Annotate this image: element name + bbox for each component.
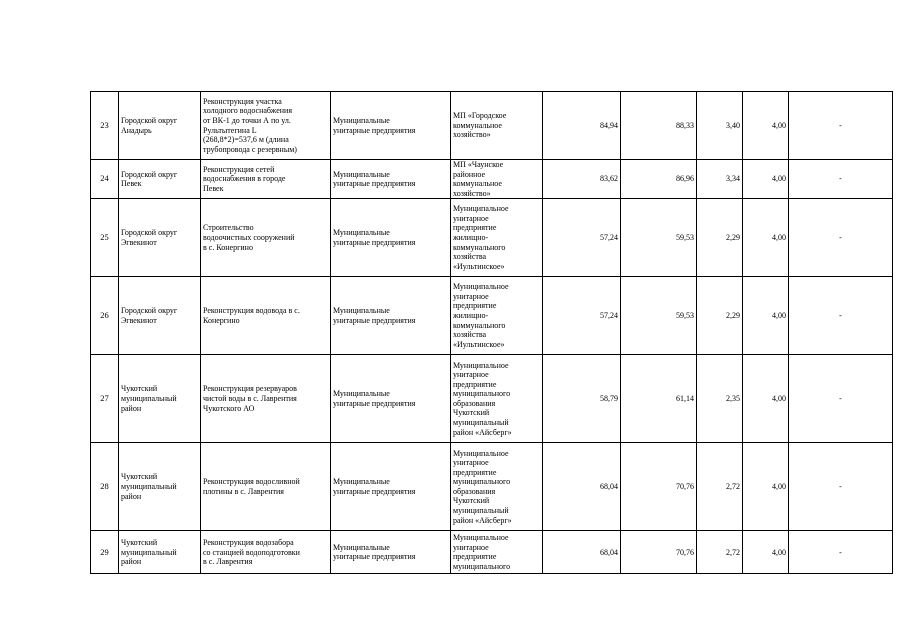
row-number: 26 xyxy=(91,277,119,355)
project-cell: Реконструкция участка холодного водоснабжения от ВК-1 до точки А по ул. Рультытегина L (268,8*2)=537,6 м (длина трубопровода с резервным) xyxy=(201,92,331,160)
enterprise-cell: Муниципальное унитарное предприятие муниципального образования Чукотский муниципальный район «Айсберг» xyxy=(451,443,543,531)
territory-cell: Чукотский муниципальный район xyxy=(119,355,201,443)
value-cell: 2,29 xyxy=(697,277,743,355)
territory-cell: Городской округ Певек xyxy=(119,160,201,199)
value-cell: 70,76 xyxy=(621,531,697,574)
enterprise-cell: Муниципальное унитарное предприятие муниципального образования Чукотский муниципальный район «Айсберг» xyxy=(451,355,543,443)
value-cell: 59,53 xyxy=(621,199,697,277)
value-cell: 68,04 xyxy=(543,443,621,531)
row-number: 29 xyxy=(91,531,119,574)
org-type-cell: Муниципальные унитарные предприятия xyxy=(331,355,451,443)
value-cell: 57,24 xyxy=(543,199,621,277)
enterprise-cell: МП «Чаунское районное коммунальное хозяйство» xyxy=(451,160,543,199)
value-cell: 4,00 xyxy=(743,443,789,531)
row-number: 27 xyxy=(91,355,119,443)
value-cell: 70,76 xyxy=(621,443,697,531)
value-cell: 4,00 xyxy=(743,355,789,443)
territory-cell: Чукотский муниципальный район xyxy=(119,443,201,531)
territory-cell: Городской округ Анадырь xyxy=(119,92,201,160)
table-row xyxy=(91,443,893,531)
org-type-cell: Муниципальные унитарные предприятия xyxy=(331,92,451,160)
value-cell: 4,00 xyxy=(743,531,789,574)
org-type-cell: Муниципальные унитарные предприятия xyxy=(331,531,451,574)
org-type-cell: Муниципальные унитарные предприятия xyxy=(331,443,451,531)
org-type-cell: Муниципальные унитарные предприятия xyxy=(331,160,451,199)
row-number: 25 xyxy=(91,199,119,277)
value-cell: 3,40 xyxy=(697,92,743,160)
project-cell: Реконструкция водозабора со станцией водоподготовки в с. Лаврентия xyxy=(201,531,331,574)
value-cell: 4,00 xyxy=(743,92,789,160)
territory-cell: Городской округ Эгвекинот xyxy=(119,277,201,355)
enterprise-cell: МП «Городское коммунальное хозяйство» xyxy=(451,92,543,160)
project-cell: Реконструкция водосливной плотины в с. Лаврентия xyxy=(201,443,331,531)
value-cell: 58,79 xyxy=(543,355,621,443)
value-cell: - xyxy=(789,531,893,574)
project-cell: Реконструкция сетей водоснабжения в городе Певек xyxy=(201,160,331,199)
value-cell: 3,34 xyxy=(697,160,743,199)
value-cell: 68,04 xyxy=(543,531,621,574)
territory-cell: Чукотский муниципальный район xyxy=(119,531,201,574)
table-row xyxy=(91,160,893,199)
table-row xyxy=(91,355,893,443)
value-cell: 2,35 xyxy=(697,355,743,443)
value-cell: 83,62 xyxy=(543,160,621,199)
value-cell: 2,72 xyxy=(697,443,743,531)
value-cell: - xyxy=(789,199,893,277)
table-row xyxy=(91,92,893,160)
value-cell: 4,00 xyxy=(743,199,789,277)
row-number: 28 xyxy=(91,443,119,531)
project-cell: Реконструкция резервуаров чистой воды в с. Лаврентия Чукотского АО xyxy=(201,355,331,443)
project-cell: Строительство водоочистных сооружений в с. Конергино xyxy=(201,199,331,277)
value-cell: 2,29 xyxy=(697,199,743,277)
table-row xyxy=(91,531,893,574)
value-cell: 57,24 xyxy=(543,277,621,355)
value-cell: - xyxy=(789,355,893,443)
value-cell: - xyxy=(789,92,893,160)
value-cell: - xyxy=(789,443,893,531)
value-cell: 88,33 xyxy=(621,92,697,160)
value-cell: 4,00 xyxy=(743,277,789,355)
investment-table xyxy=(90,91,893,574)
value-cell: 84,94 xyxy=(543,92,621,160)
value-cell: 59,53 xyxy=(621,277,697,355)
value-cell: 2,72 xyxy=(697,531,743,574)
enterprise-cell: Муниципальное унитарное предприятие жилищно- коммунального хозяйства «Иультинское» xyxy=(451,277,543,355)
org-type-cell: Муниципальные унитарные предприятия xyxy=(331,277,451,355)
value-cell: - xyxy=(789,160,893,199)
enterprise-cell: Муниципальное унитарное предприятие муниципального xyxy=(451,531,543,574)
row-number: 23 xyxy=(91,92,119,160)
value-cell: 4,00 xyxy=(743,160,789,199)
value-cell: 61,14 xyxy=(621,355,697,443)
org-type-cell: Муниципальные унитарные предприятия xyxy=(331,199,451,277)
table-row xyxy=(91,277,893,355)
project-cell: Реконструкция водовода в с. Конергино xyxy=(201,277,331,355)
value-cell: 86,96 xyxy=(621,160,697,199)
territory-cell: Городской округ Эгвекинот xyxy=(119,199,201,277)
enterprise-cell: Муниципальное унитарное предприятие жилищно- коммунального хозяйства «Иультинское» xyxy=(451,199,543,277)
table-row xyxy=(91,199,893,277)
value-cell: - xyxy=(789,277,893,355)
row-number: 24 xyxy=(91,160,119,199)
